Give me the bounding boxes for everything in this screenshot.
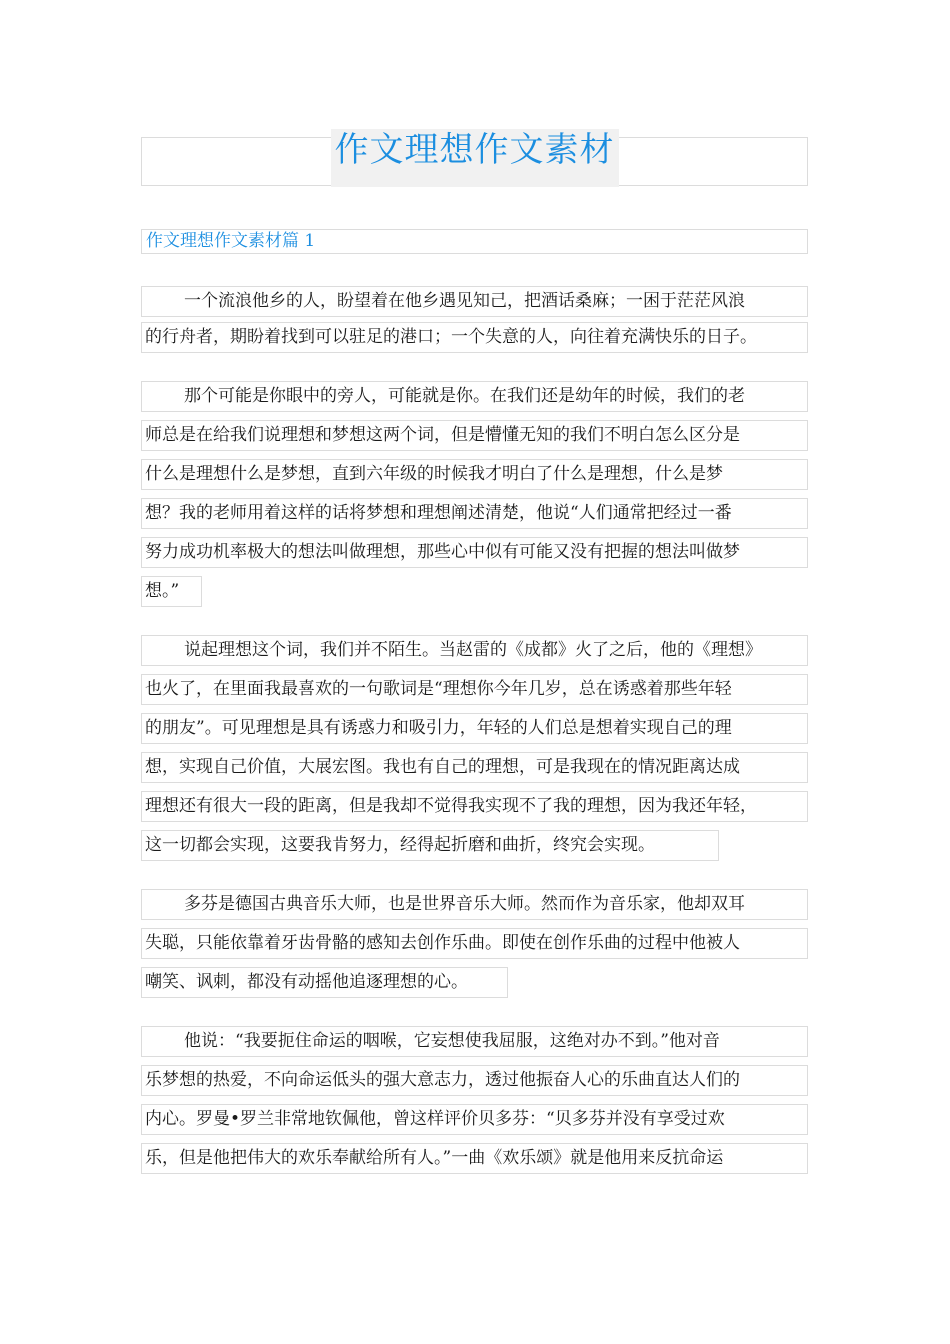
text-line: 的朋友”。可见理想是具有诱惑力和吸引力，年轻的人们总是想着实现自己的理 [141, 713, 808, 744]
text-line: 师总是在给我们说理想和梦想这两个词，但是懵懂无知的我们不明白怎么区分是 [141, 420, 808, 451]
text-line: 努力成功机率极大的想法叫做理想，那些心中似有可能又没有把握的想法叫做梦 [141, 537, 808, 568]
text-line: 想，实现自己价值，大展宏图。我也有自己的理想，可是我现在的情况距离达成 [141, 752, 808, 783]
text-line: 也火了，在里面我最喜欢的一句歌词是“理想你今年几岁，总在诱惑着那些年轻 [141, 674, 808, 705]
text-line: 内心。罗曼•罗兰非常地钦佩他，曾这样评价贝多芬：“贝多芬并没有享受过欢 [141, 1104, 808, 1135]
text-line: 什么是理想什么是梦想，直到六年级的时候我才明白了什么是理想，什么是梦 [141, 459, 808, 490]
text-line: 说起理想这个词，我们并不陌生。当赵雷的《成都》火了之后，他的《理想》 [141, 635, 808, 666]
section-heading: 作文理想作文素材篇 1 [141, 229, 808, 254]
text-line: 嘲笑、讽刺，都没有动摇他追逐理想的心。 [141, 967, 508, 998]
text-line: 乐，但是他把伟大的欢乐奉献给所有人。”一曲《欢乐颂》就是他用来反抗命运 [141, 1143, 808, 1174]
text-line: 的行舟者，期盼着找到可以驻足的港口；一个失意的人，向往着充满快乐的日子。 [141, 322, 808, 353]
text-line: 这一切都会实现，这要我肯努力，经得起折磨和曲折，终究会实现。 [141, 830, 719, 861]
text-line: 那个可能是你眼中的旁人，可能就是你。在我们还是幼年的时候，我们的老 [141, 381, 808, 412]
text-line: 想。” [141, 576, 202, 607]
text-line: 他说：“我要扼住命运的咽喉，它妄想使我屈服，这绝对办不到。”他对音 [141, 1026, 808, 1057]
text-line: 失聪，只能依靠着牙齿骨骼的感知去创作乐曲。即使在创作乐曲的过程中他被人 [141, 928, 808, 959]
text-line: 一个流浪他乡的人，盼望着在他乡遇见知己，把酒话桑麻；一困于茫茫风浪 [141, 286, 808, 317]
document-title: 作文理想作文素材 [334, 130, 615, 170]
text-line: 理想还有很大一段的距离，但是我却不觉得我实现不了我的理想，因为我还年轻， [141, 791, 808, 822]
text-line: 多芬是德国古典音乐大师，也是世界音乐大师。然而作为音乐家，他却双耳 [141, 889, 808, 920]
text-line: 想？我的老师用着这样的话将梦想和理想阐述清楚，他说“人们通常把经过一番 [141, 498, 808, 529]
text-line: 乐梦想的热爱，不向命运低头的强大意志力，透过他振奋人心的乐曲直达人们的 [141, 1065, 808, 1096]
